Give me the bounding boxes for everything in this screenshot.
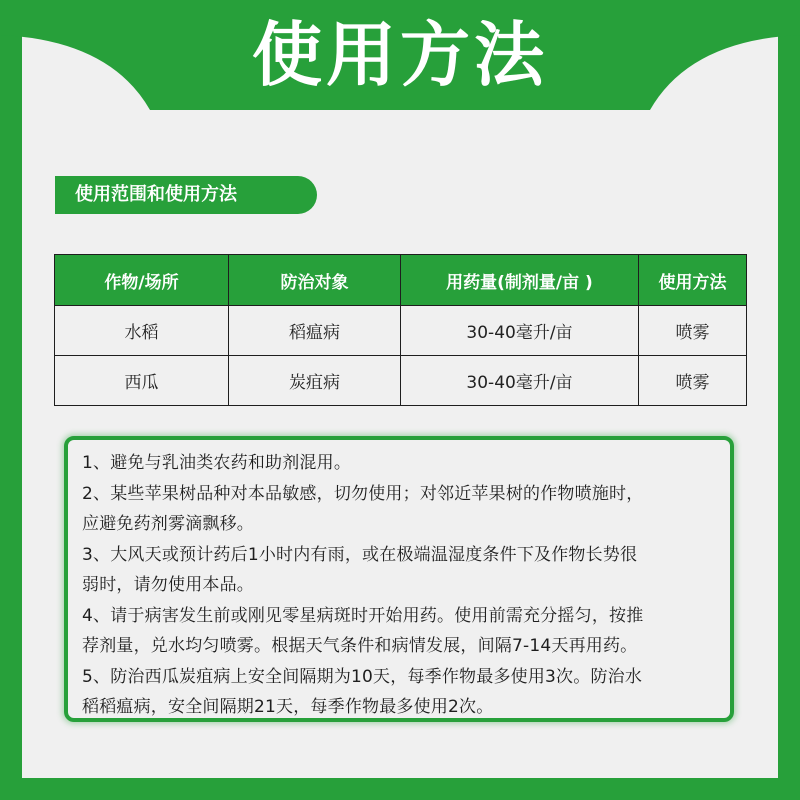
table-row	[55, 306, 747, 356]
table-cell-method: 喷雾	[639, 356, 747, 406]
column-header-method: 使用方法	[639, 255, 747, 306]
table-cell-crop: 西瓜	[55, 356, 229, 406]
column-header-crop: 作物/场所	[55, 255, 229, 306]
page-title: 使用方法	[252, 14, 548, 96]
note-line: 2、某些苹果树品种对本品敏感，切勿使用；对邻近苹果树的作物喷施时，	[82, 483, 644, 504]
note-line: 3、大风天或预计药后1小时内有雨，或在极端温湿度条件下及作物长势很	[82, 544, 638, 565]
table-cell-dosage: 30-40毫升/亩	[401, 356, 639, 406]
note-line: 5、防治西瓜炭疽病上安全间隔期为10天，每季作物最多使用3次。防治水	[82, 666, 643, 687]
table-cell-crop: 水稻	[55, 306, 229, 356]
section-heading-label: 使用范围和使用方法	[75, 184, 237, 205]
table-cell-target: 炭疽病	[229, 356, 401, 406]
table-header-row	[55, 255, 747, 306]
table-cell-dosage: 30-40毫升/亩	[401, 306, 639, 356]
table-cell-method: 喷雾	[639, 306, 747, 356]
note-line: 荐剂量，兑水均匀喷雾。根据天气条件和病情发展，间隔7-14天再用药。	[82, 636, 638, 656]
note-line: 弱时，请勿使用本品。	[82, 575, 254, 595]
table-row	[55, 356, 747, 406]
note-line: 稻稻瘟病，安全间隔期21天，每季作物最多使用2次。	[82, 697, 494, 717]
note-line: 1、避免与乳油类农药和助剂混用。	[82, 453, 352, 473]
precautions-box	[64, 436, 734, 722]
table-cell-target: 稻瘟病	[229, 306, 401, 356]
column-header-dosage: 用药量(制剂量/亩 )	[401, 255, 639, 306]
section-heading	[55, 176, 317, 214]
note-line: 应避免药剂雾滴飘移。	[82, 514, 254, 534]
column-header-target: 防治对象	[229, 255, 401, 306]
note-line: 4、请于病害发生前或刚见零星病斑时开始用药。使用前需充分摇匀，按推	[82, 605, 644, 626]
usage-table	[54, 254, 747, 406]
